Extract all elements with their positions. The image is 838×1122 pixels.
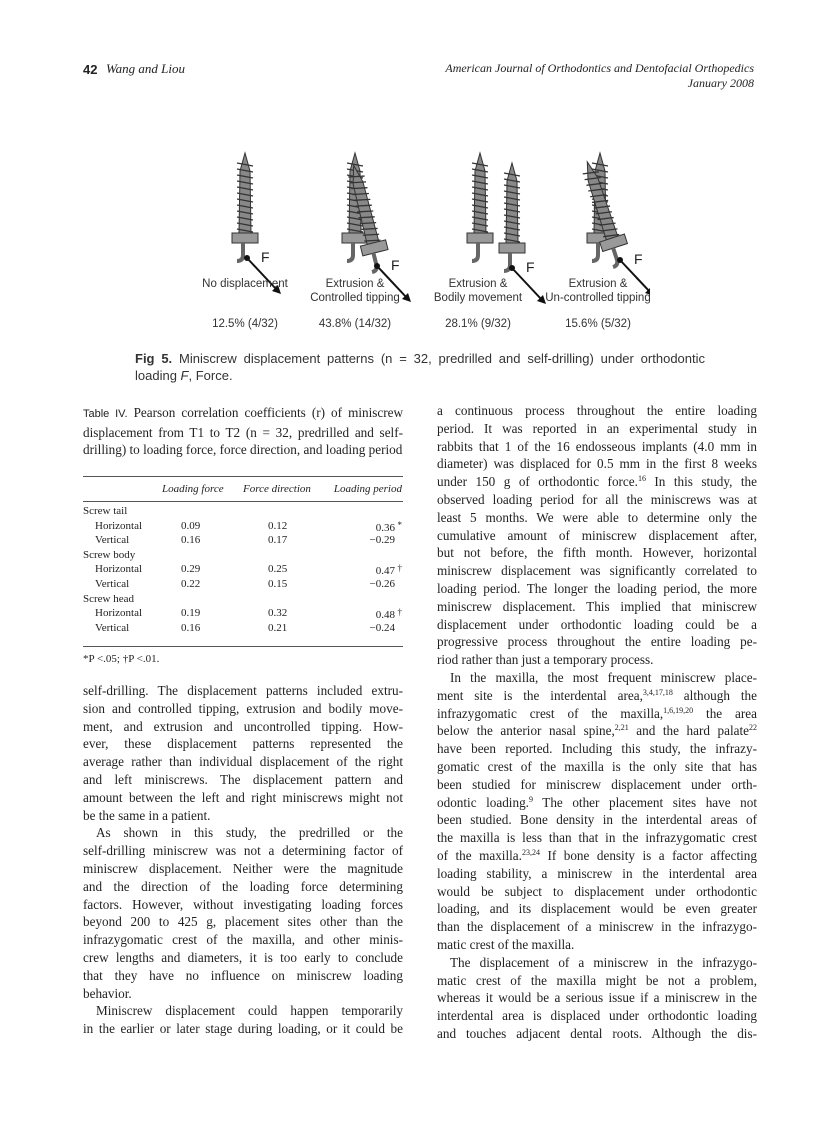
cell-loading-period bbox=[376, 520, 402, 534]
text-line bbox=[437, 402, 757, 420]
table-group-label: Screw body bbox=[83, 548, 136, 561]
pattern-percent: 15.6% (5/32) bbox=[565, 318, 631, 330]
pattern-label-line: Bodily movement bbox=[433, 292, 523, 304]
pattern-label bbox=[290, 277, 420, 305]
text-line bbox=[83, 753, 403, 771]
text-run: matic crest of the maxilla. bbox=[437, 936, 575, 952]
citation-superscript: 1,6,19,20 bbox=[663, 705, 694, 715]
text-run: the area bbox=[693, 705, 757, 721]
text-line bbox=[437, 438, 757, 456]
cell-loading-period bbox=[370, 534, 402, 546]
table-label: Table IV. bbox=[83, 408, 128, 420]
text-run: and touches adjacent dental roots. Although the dis- bbox=[437, 1025, 757, 1041]
cell-loading-force: 0.16 bbox=[181, 621, 201, 634]
text-line bbox=[437, 936, 757, 954]
row-label: Vertical bbox=[95, 621, 130, 634]
text-line bbox=[437, 883, 757, 901]
text-line bbox=[437, 776, 757, 794]
text-run: and the direction of the loading force determining bbox=[83, 878, 403, 894]
text-line bbox=[83, 718, 403, 736]
text-line bbox=[437, 544, 757, 562]
text-run: ment site is the interdental area, bbox=[437, 687, 643, 703]
value: −0.24 bbox=[369, 621, 395, 634]
text-line bbox=[437, 740, 757, 758]
screw-hook bbox=[237, 243, 243, 261]
text-run: whereas it would be a serious issue if a miniscrew in the bbox=[437, 990, 757, 1006]
cell-loading-period bbox=[376, 563, 402, 577]
text-run: behavior. bbox=[83, 985, 132, 1001]
screw-head bbox=[342, 233, 368, 243]
row-label: Vertical bbox=[95, 578, 130, 590]
pattern-label-line: Un-controlled tipping bbox=[545, 292, 651, 304]
text-run: least 5 months. We were able to determine only the bbox=[437, 509, 757, 525]
text-line bbox=[437, 633, 757, 651]
pattern-label-line: Controlled tipping bbox=[310, 292, 400, 304]
table-bottom-rule bbox=[83, 646, 403, 647]
pattern-percent: 12.5% (4/32) bbox=[212, 318, 278, 330]
text-run: diameter) was displaced for 0.5 mm in the first 8 weeks bbox=[437, 456, 757, 472]
text-run: The other placement sites have not bbox=[532, 794, 757, 810]
text-run: self-drilling miniscrew was not a determining factor of bbox=[83, 843, 403, 859]
text-line bbox=[83, 842, 403, 860]
force-label: F bbox=[391, 257, 400, 273]
pattern-label-line: Extrusion & bbox=[325, 278, 385, 290]
citation-superscript: 22 bbox=[749, 723, 757, 733]
text-run: that they have no influence on miniscrew loading bbox=[83, 967, 403, 983]
force-label: F bbox=[634, 251, 643, 267]
text-run: been studied for miniscrew displacement under orth- bbox=[437, 776, 757, 792]
text-line bbox=[83, 878, 403, 896]
pattern-percent: 28.1% (9/32) bbox=[445, 318, 511, 330]
text-run: riod rather than just a temporary process. bbox=[437, 652, 654, 668]
text-run: In this study, the bbox=[645, 474, 757, 490]
text-run: If bone density is a factor affecting bbox=[539, 847, 757, 863]
text-run: interdental area is displaced under orthodontic loading bbox=[437, 1008, 757, 1024]
screw-hook bbox=[347, 243, 353, 261]
text-run: been studied. Bone density in the interdental areas of bbox=[437, 812, 757, 828]
cell-force-direction: 0.21 bbox=[268, 621, 288, 634]
screw-hook bbox=[592, 243, 598, 261]
miniscrew bbox=[499, 163, 525, 271]
citation-superscript: 2,21 bbox=[614, 723, 629, 733]
text-run: miniscrew displacement was significantly correlated to bbox=[437, 563, 757, 579]
cell-force-direction: 0.17 bbox=[268, 534, 288, 547]
screw-hook bbox=[607, 248, 618, 267]
text-line bbox=[83, 807, 403, 825]
caption-text: Miniscrew displacement patterns (n = 32, predrilled and self-drilling) under orthodontic loading bbox=[135, 351, 706, 383]
text-run: would be subject to displacement under orthodontic bbox=[437, 883, 757, 899]
text-run: but not before, the fifth month. However, horizontal bbox=[437, 545, 757, 561]
value: 0.47 bbox=[375, 565, 395, 578]
force-label: F bbox=[526, 259, 535, 275]
cell-loading-force: 0.09 bbox=[181, 519, 201, 532]
text-line bbox=[437, 722, 757, 740]
cell-loading-period bbox=[370, 578, 402, 590]
text-run: beyond 200 to 425 g, placement sites other than the bbox=[83, 914, 403, 930]
text-run: progressive process throughout the entire loading pe- bbox=[437, 634, 757, 650]
body-right-column bbox=[437, 402, 757, 1043]
text-run: below the anterior nasal spine, bbox=[437, 723, 615, 739]
text-run: matic crest of the maxilla might be not a problem, bbox=[437, 972, 757, 988]
text-run: miniscrew displacement. Neither were the magnitude bbox=[83, 860, 403, 876]
table-header-rule bbox=[83, 501, 403, 502]
text-run: sion and controlled tipping, extrusion and bodily move- bbox=[83, 700, 403, 716]
text-line bbox=[437, 669, 757, 687]
screw-hook bbox=[472, 243, 478, 261]
text-run: observed loading period for all the miniscrews was at bbox=[437, 491, 757, 507]
cell-loading-force: 0.16 bbox=[181, 534, 201, 547]
citation-superscript: 16 bbox=[637, 474, 646, 484]
text-line bbox=[437, 794, 757, 812]
table-title: Pearson correlation coefficients (r) of miniscrew displacement from T1 to T2 (n = 32, predrilled and self-drilling) to loading force, force direction, and loading period bbox=[83, 405, 404, 457]
text-line bbox=[437, 829, 757, 847]
text-line bbox=[437, 651, 757, 669]
text-line bbox=[437, 705, 757, 723]
text-run: infrazygomatic crest of the maxilla, bbox=[437, 705, 664, 721]
text-run: and left miniscrews. The displacement pattern and bbox=[83, 771, 403, 787]
cell-force-direction: 0.25 bbox=[268, 563, 288, 576]
screw-hook bbox=[368, 253, 378, 272]
text-line bbox=[83, 967, 403, 985]
screw-head bbox=[467, 233, 493, 243]
force-point bbox=[244, 255, 250, 261]
table-top-rule bbox=[83, 476, 403, 477]
cell-loading-period bbox=[376, 607, 402, 621]
row-label: Horizontal bbox=[95, 519, 143, 532]
text-line bbox=[437, 758, 757, 776]
text-run: Miniscrew displacement could happen temporarily bbox=[96, 1003, 403, 1019]
value: −0.26 bbox=[369, 578, 395, 590]
text-line bbox=[83, 700, 403, 718]
text-run: in the earlier or later stage during loading, or it could be bbox=[83, 1021, 403, 1037]
text-line bbox=[437, 811, 757, 829]
screw-head bbox=[232, 233, 258, 243]
text-run: As shown in this study, the predrilled or the bbox=[96, 825, 403, 841]
col-header-loading-force: Loading force bbox=[162, 483, 224, 495]
text-run: than the displacement of a miniscrew in the infrazygo- bbox=[437, 919, 757, 935]
text-run: of the maxilla. bbox=[437, 847, 522, 863]
text-line bbox=[83, 682, 403, 700]
text-run: amount between the left and right miniscrews might not bbox=[83, 789, 403, 805]
pattern-label-line: Extrusion & bbox=[448, 278, 508, 290]
text-run: ever, these displacement patterns represented the bbox=[83, 736, 403, 752]
row-label: Horizontal bbox=[95, 607, 143, 620]
significance-mark: † bbox=[397, 607, 402, 618]
table-group-label: Screw tail bbox=[83, 505, 128, 517]
cell-loading-force: 0.29 bbox=[181, 563, 201, 576]
figure-caption bbox=[135, 350, 705, 384]
caption-italic: F bbox=[180, 368, 189, 383]
text-line bbox=[83, 985, 403, 1003]
cell-force-direction: 0.32 bbox=[268, 607, 288, 620]
text-line bbox=[437, 527, 757, 545]
text-line bbox=[83, 789, 403, 807]
citation-superscript: 9 bbox=[528, 794, 533, 804]
text-line bbox=[83, 896, 403, 914]
text-run: ment, and extrusion and uncontrolled tipping. How- bbox=[83, 718, 403, 734]
miniscrew bbox=[467, 153, 493, 261]
text-line bbox=[437, 900, 757, 918]
table-footnote: *P <.05; †P <.01. bbox=[83, 653, 160, 665]
cell-loading-force: 0.22 bbox=[181, 578, 201, 590]
issue-date: January 2008 bbox=[687, 76, 754, 90]
col-header-loading-period: Loading period bbox=[333, 483, 402, 495]
text-run: gomatic crest of the maxilla is the only site that has bbox=[437, 758, 757, 774]
cell-force-direction: 0.15 bbox=[268, 578, 288, 590]
journal-title: American Journal of Orthodontics and Dentofacial Orthopedics bbox=[445, 61, 754, 75]
text-line bbox=[437, 509, 757, 527]
text-line bbox=[83, 735, 403, 753]
text-run: cumulative amount of miniscrew displacement after, bbox=[437, 527, 757, 543]
row-label: Horizontal bbox=[95, 563, 143, 576]
text-line bbox=[437, 562, 757, 580]
text-line bbox=[437, 491, 757, 509]
page-number: 42 bbox=[83, 62, 98, 77]
text-line bbox=[437, 616, 757, 634]
text-run: self-drilling. The displacement patterns included extru- bbox=[83, 683, 403, 698]
running-journal bbox=[445, 61, 754, 91]
citation-superscript: 3,4,17,18 bbox=[642, 687, 673, 697]
pattern-label bbox=[413, 277, 543, 305]
pattern-percent: 43.8% (14/32) bbox=[318, 318, 392, 330]
table-group-label: Screw head bbox=[83, 592, 135, 605]
text-line bbox=[437, 687, 757, 705]
text-run: displacement under orthodontic loading could be a bbox=[437, 616, 757, 632]
text-run: period. It was reported in an experimental study in bbox=[437, 420, 757, 436]
text-run: loading period. The longer the loading period, the more bbox=[437, 580, 757, 596]
cell-loading-period bbox=[370, 622, 402, 634]
pattern-label-line: No displacement bbox=[202, 278, 288, 290]
text-run: the maxilla is less than that in the infrazygomatic crest bbox=[437, 830, 757, 846]
text-line bbox=[437, 989, 757, 1007]
text-line bbox=[437, 954, 757, 972]
miniscrew bbox=[232, 153, 258, 261]
screw-head bbox=[499, 243, 525, 253]
text-line bbox=[437, 420, 757, 438]
text-run: infrazygomatic crest of the maxilla, and other minis- bbox=[83, 932, 403, 948]
text-line bbox=[83, 824, 403, 842]
text-line bbox=[437, 847, 757, 865]
text-line bbox=[83, 1002, 403, 1020]
table-caption bbox=[83, 404, 403, 459]
text-run: loading, and its displacement would be even greater bbox=[437, 901, 757, 917]
significance-mark: * bbox=[397, 519, 402, 530]
text-line bbox=[83, 949, 403, 967]
caption-label: Fig 5. bbox=[135, 351, 173, 366]
value: 0.48 bbox=[375, 609, 395, 622]
body-left-column bbox=[83, 682, 403, 1038]
text-run: factors. However, without investigating loading forces bbox=[83, 896, 403, 912]
force-point bbox=[617, 257, 623, 263]
text-line bbox=[437, 1007, 757, 1025]
pattern-label-line: Extrusion & bbox=[568, 278, 628, 290]
force-label: F bbox=[261, 249, 270, 265]
text-run: rabbits that 1 of the 16 endosseous implants (4.0 mm in bbox=[437, 438, 757, 454]
text-run: have been reported. Including this study, the infrazy- bbox=[437, 741, 757, 757]
pattern-label bbox=[533, 277, 663, 305]
caption-end: , Force. bbox=[188, 368, 233, 383]
text-run: crew lengths and diameters, it is too early to conclude bbox=[83, 949, 403, 965]
citation-superscript: 23,24 bbox=[521, 847, 540, 857]
text-line bbox=[437, 455, 757, 473]
running-authors: Wang and Liou bbox=[106, 61, 185, 76]
col-header-force-direction: Force direction bbox=[243, 483, 311, 495]
text-run: average rather than individual displacement of the right bbox=[83, 754, 403, 770]
force-point bbox=[374, 263, 380, 269]
text-run: loading stability, a miniscrew in the interdental area bbox=[437, 865, 757, 881]
text-line bbox=[437, 865, 757, 883]
text-line bbox=[437, 580, 757, 598]
text-run: although the bbox=[672, 687, 757, 703]
text-line bbox=[83, 1020, 403, 1038]
text-run: under 150 g of orthodontic force. bbox=[437, 474, 638, 490]
text-line bbox=[83, 913, 403, 931]
text-run: miniscrew displacement. This implied that miniscrew bbox=[437, 598, 757, 614]
text-run: In the maxilla, the most frequent miniscrew place- bbox=[450, 669, 757, 685]
significance-mark: † bbox=[397, 563, 402, 574]
text-run: be the same in a patient. bbox=[83, 807, 211, 823]
value: 0.36 bbox=[375, 521, 395, 534]
text-run: The displacement of a miniscrew in the infrazygo- bbox=[450, 954, 757, 970]
text-line bbox=[437, 598, 757, 616]
value: −0.29 bbox=[369, 534, 395, 547]
text-run: a continuous process throughout the entire loading bbox=[437, 403, 757, 418]
force-point bbox=[509, 265, 515, 271]
text-line bbox=[437, 972, 757, 990]
text-line bbox=[83, 771, 403, 789]
text-line bbox=[83, 931, 403, 949]
text-line bbox=[437, 1025, 757, 1043]
text-line bbox=[83, 860, 403, 878]
cell-force-direction: 0.12 bbox=[268, 519, 288, 532]
row-label: Vertical bbox=[95, 534, 130, 547]
text-line bbox=[437, 918, 757, 936]
cell-loading-force: 0.19 bbox=[181, 607, 201, 620]
text-line bbox=[437, 473, 757, 491]
text-run: odontic loading. bbox=[437, 794, 529, 810]
text-run: and the hard palate bbox=[628, 723, 749, 739]
